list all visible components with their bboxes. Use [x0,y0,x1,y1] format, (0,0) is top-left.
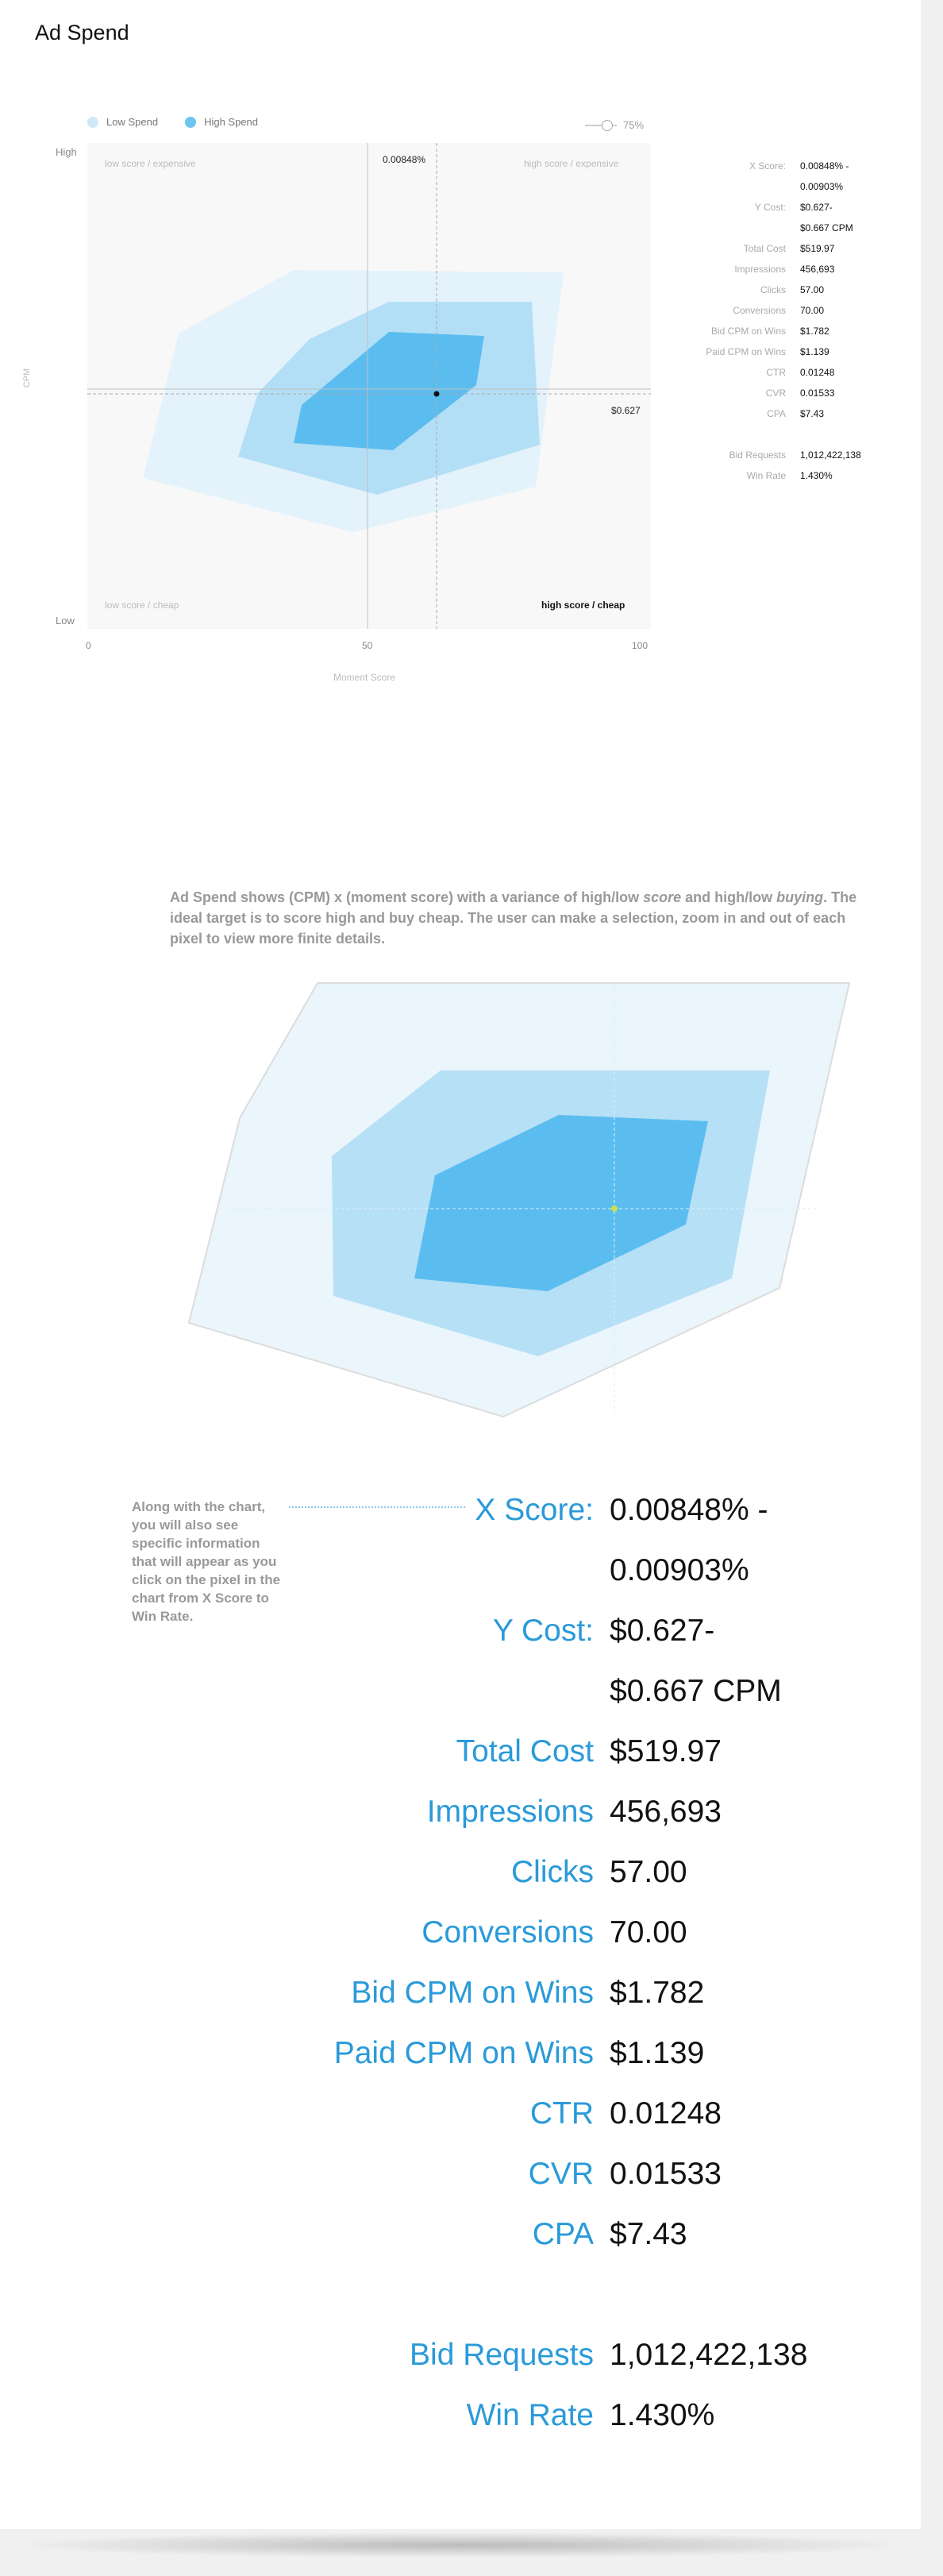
info-label: Y Cost: [492,1614,594,1648]
info-row [667,238,861,259]
info-row [667,218,861,238]
chart-description [170,887,876,949]
info-value: 0.01248 [800,367,835,378]
crosshair-y-label: $0.627 [611,405,641,416]
info-row [286,2204,807,2265]
info-value: 70.00 [610,1915,687,1949]
info-label: Impressions [734,264,786,275]
perspective-selected-point [611,1205,618,1212]
info-panel-large [286,1480,807,2446]
info-label: Clicks [511,1855,594,1889]
page-shadow [32,2533,889,2557]
info-row [667,259,861,280]
info-row [667,321,861,341]
info-label: CPA [532,2217,594,2251]
info-label: X Score: [475,1493,594,1527]
info-row [667,341,861,362]
info-label: Clicks [760,284,786,295]
info-row [667,465,861,486]
info-label: Win Rate [746,470,786,481]
zoom-slider-knob[interactable] [602,120,613,131]
info-label: CVR [765,388,786,399]
legend-swatch-high [185,117,196,128]
info-row [667,197,861,218]
info-value: 0.00903% [610,1553,749,1587]
info-label: Bid Requests [729,449,786,461]
info-row [667,362,861,383]
quadrant-high-cheap: high score / cheap [541,600,625,611]
x-axis-label: Moment Score [333,672,396,683]
info-row [286,1601,807,1661]
info-row [286,1722,807,1782]
info-value: 456,693 [610,1795,722,1829]
info-value: 0.01533 [610,2157,722,2191]
info-value: 0.00848% - [800,160,849,172]
info-value: $0.667 CPM [800,222,853,233]
info-value: $1.782 [800,326,829,337]
info-row [286,1842,807,1903]
info-row [667,403,861,424]
info-value: 70.00 [800,305,825,316]
info-note: Along with the chart, you will also see specific information that will appear as you click on the pixel in the chart from X Score to Win Rate. [132,1499,281,1624]
selected-point[interactable] [434,391,440,397]
info-value: $0.627- [800,202,833,213]
x-tick-50: 50 [362,640,373,651]
y-tick-high: High [56,146,77,158]
quadrant-low-cheap: low score / cheap [105,600,179,611]
info-value: $7.43 [610,2217,687,2251]
legend-label-low[interactable]: Low Spend [106,116,159,128]
info-value: 1,012,422,138 [610,2338,808,2372]
info-row [286,1661,807,1722]
info-label: Paid CPM on Wins [706,346,786,357]
info-label: Y Cost: [754,202,786,213]
info-row [286,2385,807,2446]
info-label: Impressions [426,1795,594,1829]
info-row [286,1541,807,1601]
zoom-slider[interactable] [585,125,617,126]
info-row [286,1963,807,2023]
x-tick-0: 0 [86,640,91,651]
zoom-control[interactable] [585,119,644,131]
info-label: Conversions [421,1915,594,1949]
info-row [667,300,861,321]
info-row [286,1782,807,1842]
info-row [286,1903,807,1963]
description-emphasis: buying [776,889,824,905]
info-value: 456,693 [800,264,835,275]
info-value: $1.139 [610,2036,705,2070]
info-label: Bid CPM on Wins [710,326,786,337]
info-value: $0.667 CPM [610,1674,782,1708]
info-value: $1.139 [800,346,829,357]
y-axis-label: CPM [22,368,33,388]
info-label: Paid CPM on Wins [333,2036,594,2070]
legend-label-high[interactable]: High Spend [204,116,259,128]
info-value: 0.00903% [800,181,844,192]
description-emphasis: score [643,889,682,905]
info-row [667,383,861,403]
description-text: and high/low [681,889,777,905]
info-label: Win Rate [466,2398,594,2432]
info-value: 0.01248 [610,2096,722,2131]
info-row [286,2325,807,2385]
x-tick-100: 100 [632,640,649,651]
info-label: CPA [767,408,786,419]
description-text: . The ideal target is to score high and buy cheap. The user can make a selection, zoom in and out of each pixel to view more finite details. [170,889,857,947]
info-value: 0.01533 [800,388,835,399]
ad-spend-chart[interactable] [87,143,651,629]
info-row [286,1480,807,1541]
quadrant-low-expensive: low score / expensive [105,158,196,169]
info-label: Total Cost [456,1734,594,1768]
info-row [667,156,861,176]
info-value: 0.00848% - [610,1493,768,1527]
chart-legend [87,116,258,128]
info-row [667,445,861,465]
legend-swatch-low [87,117,98,128]
info-value: $519.97 [610,1734,722,1768]
info-label: CTR [529,2096,594,2131]
info-panel-small [667,156,861,486]
info-label: X Score: [749,160,786,172]
info-value: 1,012,422,138 [800,449,861,461]
zoom-level: 75% [623,119,645,131]
info-label: Conversions [733,305,786,316]
info-row [286,2144,807,2204]
info-value: 1.430% [800,470,833,481]
info-row [667,176,861,197]
info-value: 57.00 [800,284,825,295]
perspective-chart [183,977,857,1421]
y-tick-low: Low [56,615,75,627]
info-row [286,2023,807,2084]
info-label: Bid Requests [410,2338,594,2372]
info-value: $7.43 [800,408,825,419]
info-label: Bid CPM on Wins [351,1976,594,2010]
info-label: CVR [528,2157,594,2191]
quadrant-high-expensive: high score / expensive [524,158,619,169]
info-value: $0.627- [610,1614,715,1648]
info-value: $519.97 [800,243,835,254]
info-row [667,280,861,300]
description-text: Ad Spend shows (CPM) x (moment score) with a variance of high/low [170,889,644,905]
page-title: Ad Spend [35,21,129,44]
info-label: Total Cost [743,243,786,254]
info-label: CTR [766,367,786,378]
info-value: $1.782 [610,1976,705,2010]
info-value: 57.00 [610,1855,687,1889]
info-value: 1.430% [610,2398,715,2432]
info-row [286,2084,807,2144]
crosshair-x-label: 0.00848% [383,154,426,165]
